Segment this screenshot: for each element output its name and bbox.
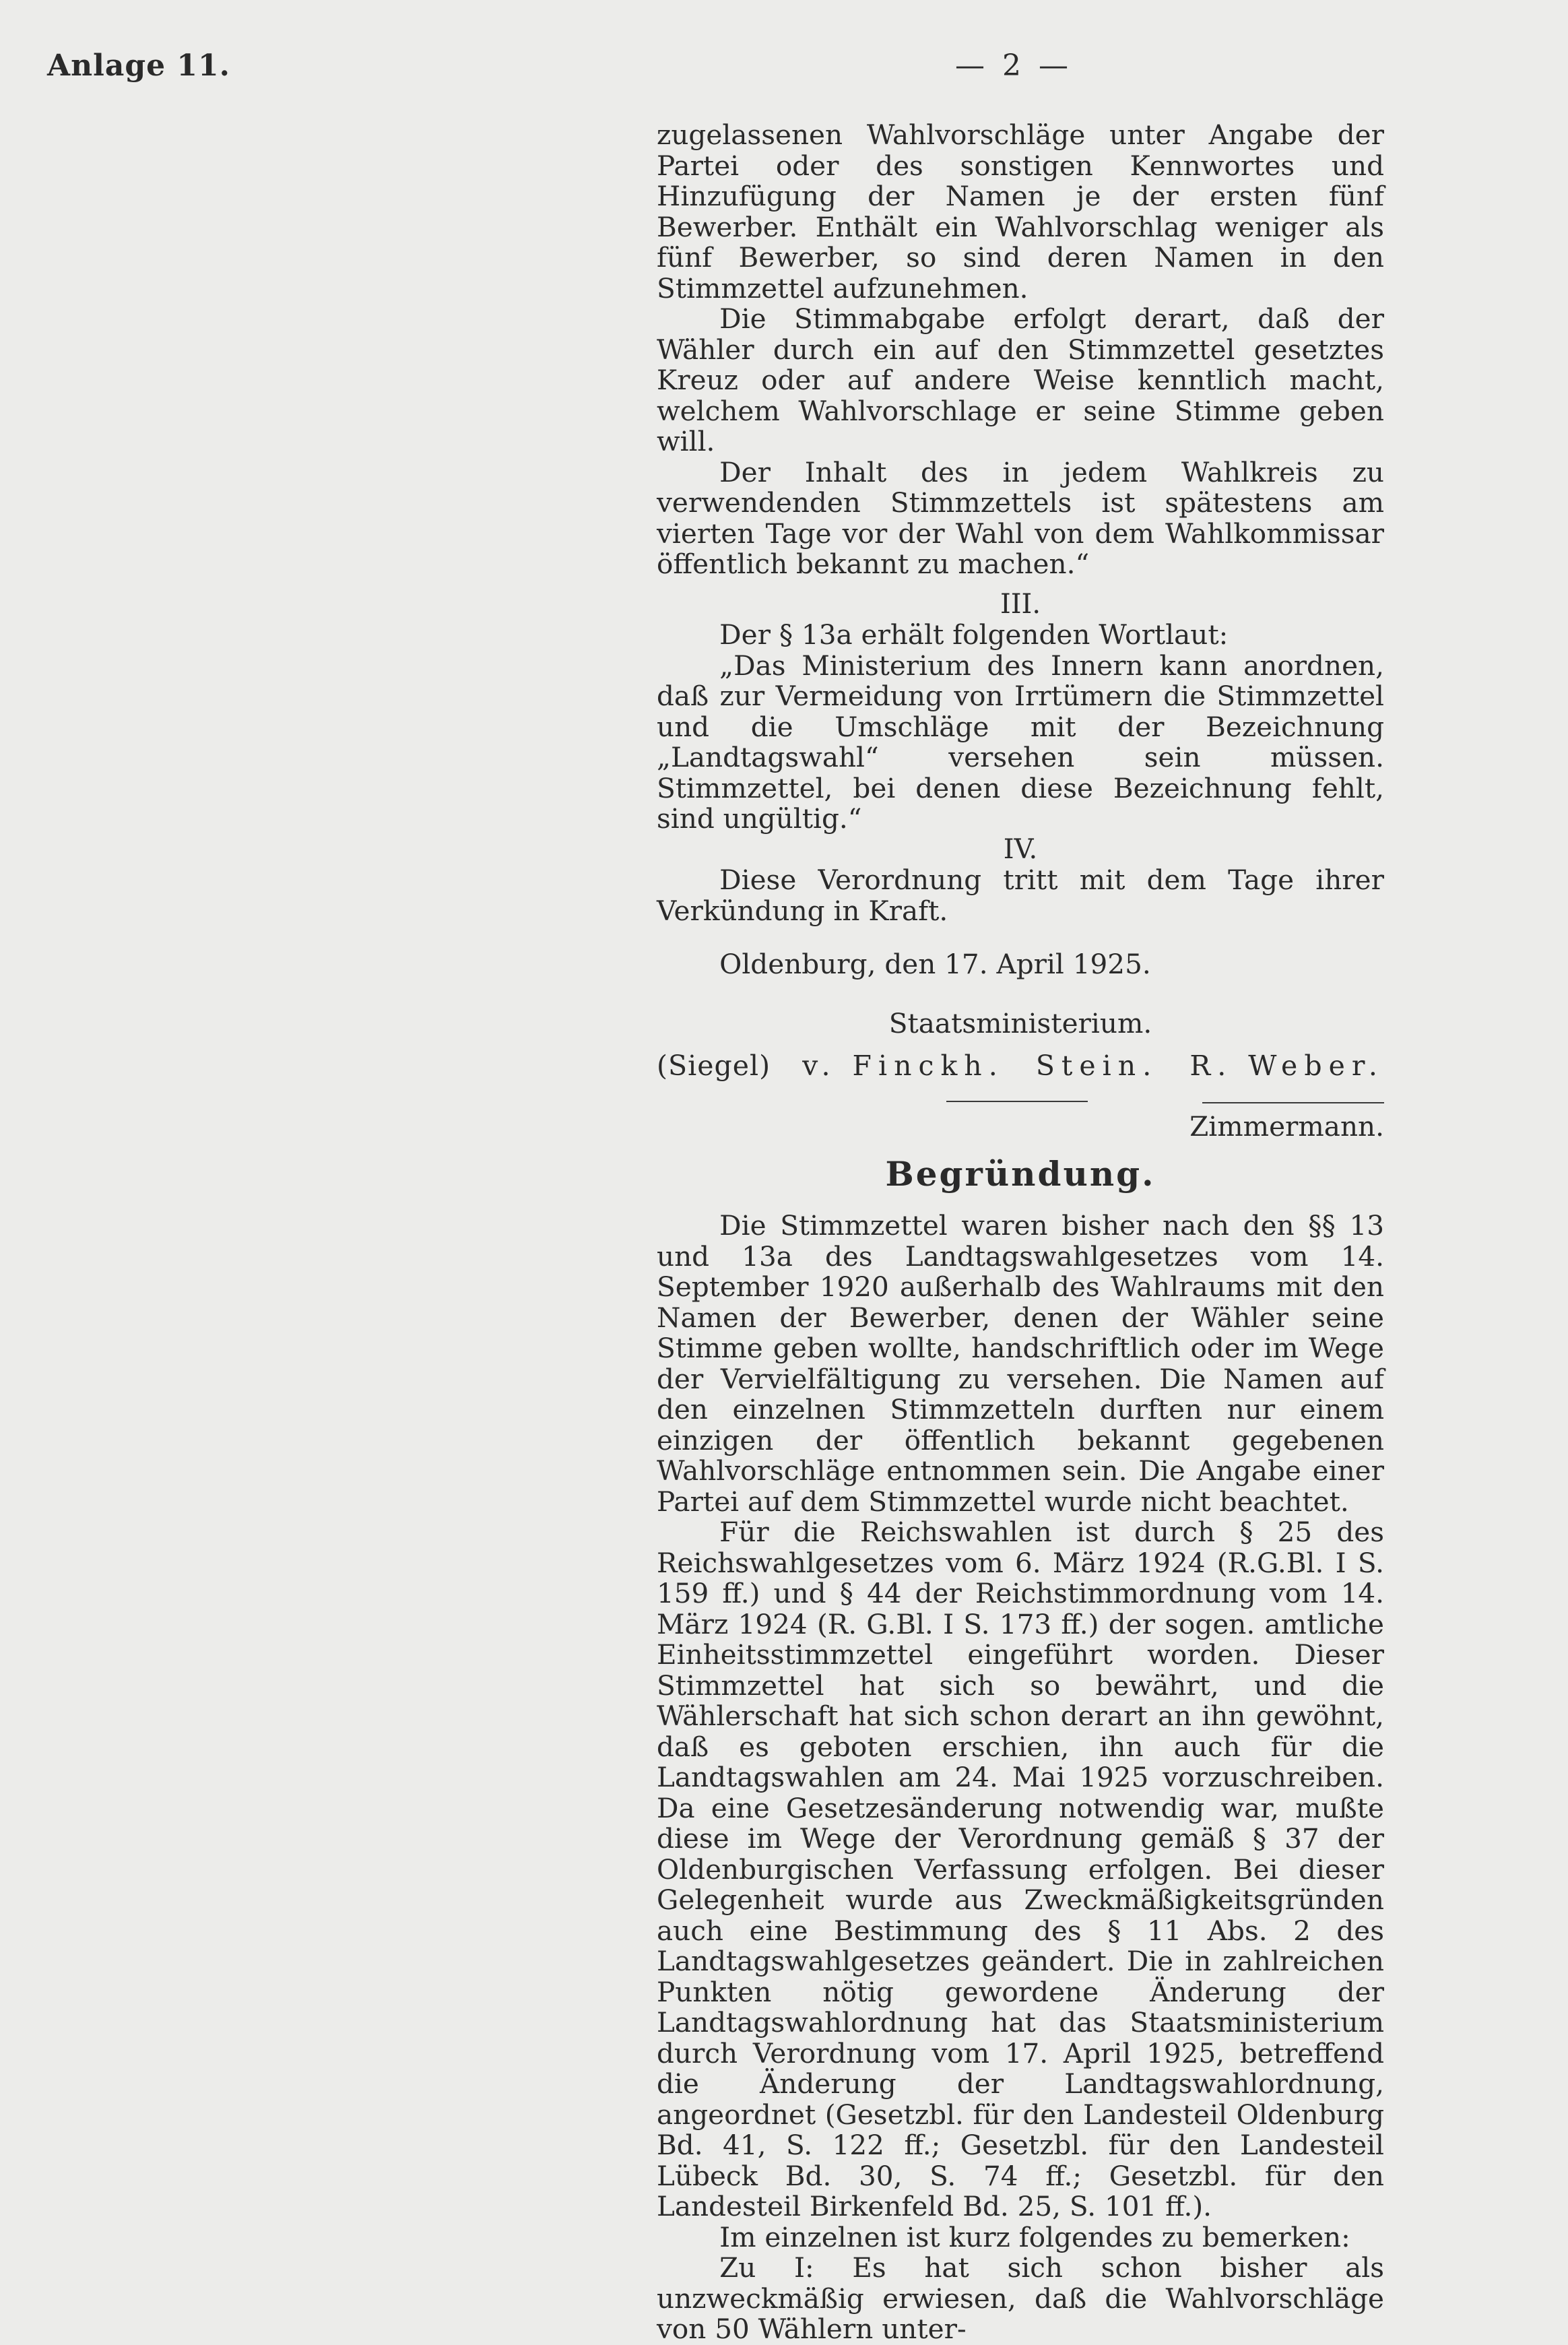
- paragraph: zugelassenen Wahlvorschläge unter Angabe der Partei oder des sonstigen Kennwortes und Hinzufügung der Namen je der ersten fünf Bewerber. Enthält ein Wahlvorschlag weniger als fünf Bewerber, so sind deren Namen in den Stimmzettel aufzunehmen.: [657, 119, 1384, 304]
- signature-rule: [1202, 1102, 1384, 1103]
- signature: v. Finckh.: [802, 1050, 1004, 1082]
- ministry-name: Staatsministerium.: [888, 1006, 1152, 1039]
- section-number: IV.: [1003, 833, 1038, 865]
- justification-heading: Begründung.: [885, 1154, 1156, 1194]
- ordinance-text: [657, 120, 1384, 1142]
- paragraph: Die Stimmabgabe erfolgt derart, daß der Wähler durch ein auf den Stimmzettel gesetztes Kreuz oder auf andere Weise kenntlich macht, welchem Wahlvorschlage er seine Stimme geben will.: [657, 302, 1384, 457]
- page-number: — 2 —: [955, 49, 1072, 83]
- paragraph: Der § 13a erhält folgenden Wortlaut:: [719, 618, 1229, 651]
- paragraph: Der Inhalt des in jedem Wahlkreis zu verwendenden Stimmzettels ist spätestens am vierten Tage vor der Wahl von dem Wahlkommissar öffentlich bekannt zu machen.“: [657, 455, 1384, 580]
- place-date: Oldenburg, den 17. April 1925.: [719, 948, 1151, 980]
- seal-label: (Siegel): [657, 1050, 771, 1082]
- paragraph: Für die Reichswahlen ist durch § 25 des Reichswahlgesetzes vom 6. März 1924 (R.G.Bl. I S. 159 ff.) und § 44 der Reichstimmordnung vom 14. März 1924 (R. G.Bl. I S. 173 ff.) der sogen. amtliche Einheitsstimmzettel eingeführt worden. Dieser Stimmzettel hat sich so bewährt, und die Wählerschaft hat sich schon derart an ihn gewöhnt, daß es geboten erschien, ihn auch für die Landtagswahlen am 24. Mai 1925 vorzuschreiben. Da eine Gesetzesänderung notwendig war, mußte diese im Wege der Verordnung gemäß § 37 der Oldenburgischen Verfassung erfolgen. Bei dieser Gelegenheit wurde aus Zweckmäßigkeitsgründen auch eine Bestimmung des § 11 Abs. 2 des Landtagswahlgesetzes geändert. Die in zahlreichen Punkten nötig gewordene Änderung der Landtagswahlordnung hat das Staatsministerium durch Verordnung vom 17. April 1925, betreffend die Änderung der Landtagswahlordnung, angeordnet (Gesetzbl. für den Landesteil Oldenburg Bd. 41, S. 122 ff.; Gesetzbl. für den Landesteil Lübeck Bd. 30, S. 74 ff.; Gesetzbl. für den Landesteil Birkenfeld Bd. 25, S. 101 ff.).: [657, 1516, 1384, 2222]
- signature: R. Weber.: [1189, 1050, 1384, 1082]
- signature: Zimmermann.: [1189, 1110, 1384, 1143]
- paragraph: Diese Verordnung tritt mit dem Tage ihrer Verkündung in Kraft.: [657, 864, 1384, 927]
- paragraph: Zu I: Es hat sich schon bisher als unzweckmäßig erwiesen, daß die Wahlvorschläge von 50 Wählern unter-: [657, 2251, 1384, 2345]
- annex-label: Anlage 11.: [47, 49, 230, 83]
- signature-line: [657, 1051, 1384, 1082]
- justification-text: [657, 1211, 1384, 2345]
- paragraph: Im einzelnen ist kurz folgendes zu bemerken:: [719, 2220, 1350, 2253]
- signature: Stein.: [1035, 1050, 1158, 1082]
- section-divider: [946, 1101, 1088, 1102]
- section-number: III.: [1000, 588, 1041, 620]
- paragraph: Die Stimmzettel waren bisher nach den §§ 13 und 13a des Landtagswahlgesetzes vom 14. September 1920 außerhalb des Wahlraums mit den Namen der Bewerber, denen der Wähler seine Stimme geben wollte, handschriftlich oder im Wege der Vervielfältigung zu versehen. Die Namen auf den einzelnen Stimmzetteln durften nur einem einzigen der öffentlich bekannt gegebenen Wahlvorschläge entnommen sein. Die Angabe einer Partei auf dem Stimmzettel wurde nicht beachtet.: [657, 1209, 1384, 1518]
- paragraph: „Das Ministerium des Innern kann anordnen, daß zur Vermeidung von Irrtümern die Stimmzettel und die Umschläge mit der Bezeichnung „Landtagswahl“ versehen sein müssen. Stimmzettel, bei denen diese Bezeichnung fehlt, sind ungültig.“: [657, 649, 1384, 835]
